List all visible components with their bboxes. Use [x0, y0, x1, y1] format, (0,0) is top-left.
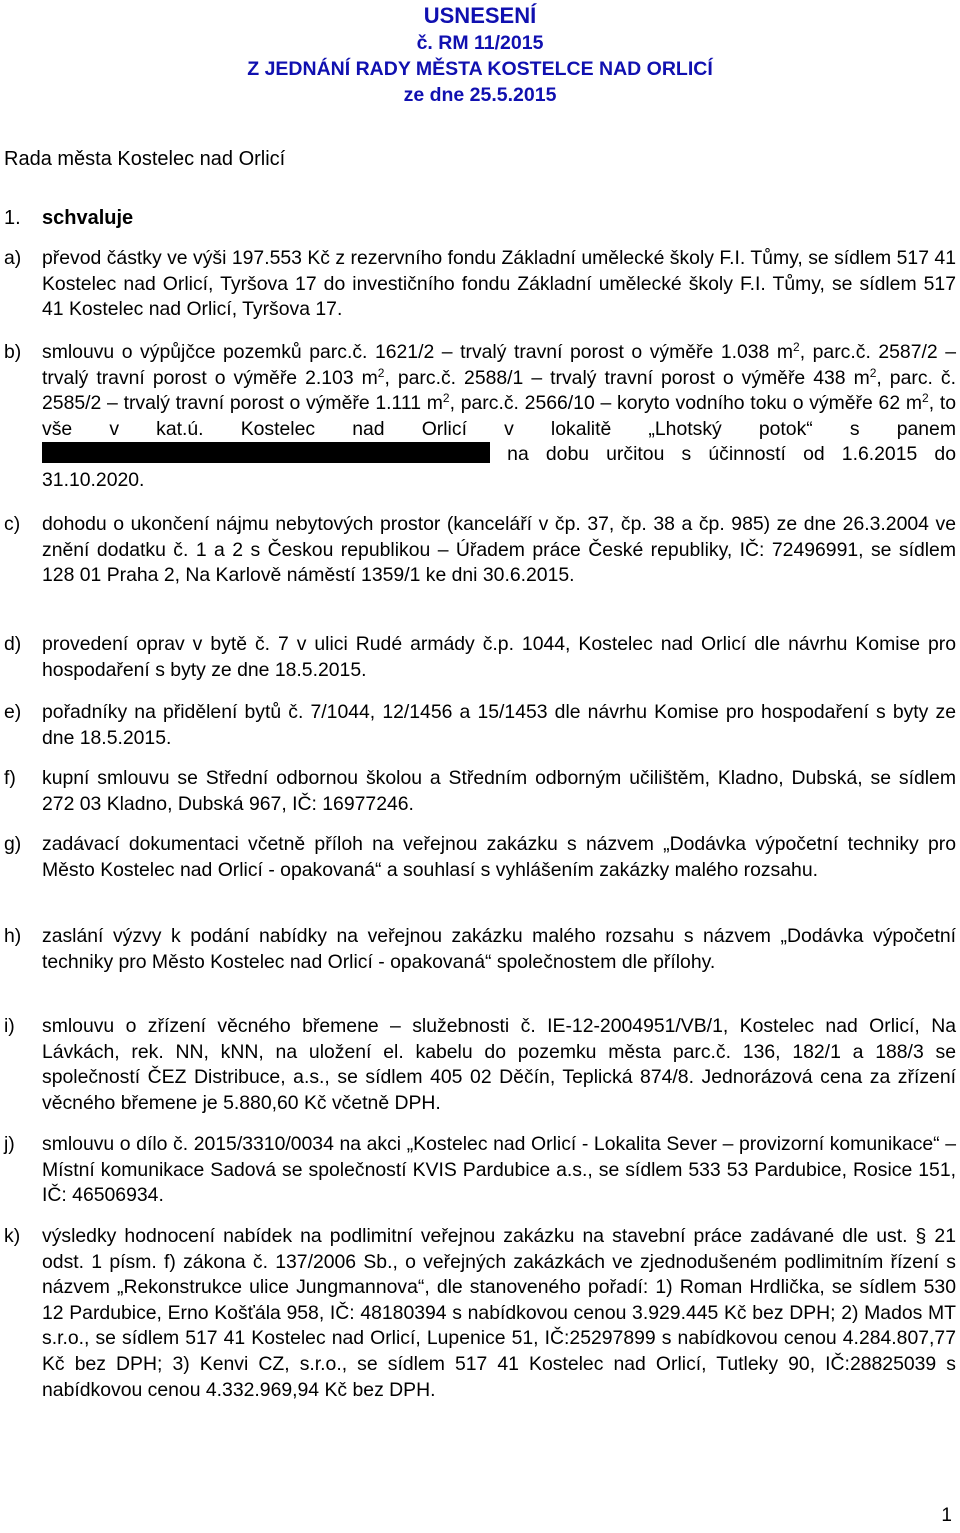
superscript: 2 — [793, 340, 800, 354]
document-header — [0, 2, 960, 108]
item-text — [42, 340, 956, 494]
item-text: kupní smlouvu se Střední odbornou školou a Středním odborným učilištěm, Kladno, Dubská, se sídlem 272 03 Kladno, Dubská 967, IČ: 16977246. — [42, 767, 956, 815]
item-text: převod částky ve výši 197.553 Kč z rezervního fondu Základní umělecké školy F.I. Tůmy, se sídlem 517 41 Kostelec nad Orlicí, Tyršova 17 do investičního fondu Základní umělecké školy F.I. Tůmy, se sídlem 517 41 Kostelec nad Orlicí, Tyršova 17. — [42, 247, 956, 321]
item-letter: c) — [4, 513, 21, 535]
item-text: výsledky hodnocení nabídek na podlimitní veřejnou zakázku na stavební práce zadávané dle ust. § 21 odst. 1 písm. f) zákona č. 137/2006 Sb., o veřejných zakázkách ve zjednodušeném podlimitním řízení s názvem „Rekonstrukce ulice Jungmannova“, dle stanoveného pořadí: 1) Roman Hrdlička, se sídlem 530 12 Pardubice, Erno Košťála 958, IČ: 48180394 s nabídkovou cenou 3.929.445 Kč bez DPH; 2) Mados MT s.r.o., se sídlem 517 41 Kostelec nad Orlicí, Lupenice 51, IČ:25297899 s nabídkovou cenou 4.284.807,77 Kč bez DPH; 3) Kenvi CZ, s.r.o., se sídlem 517 41 Kostelec nad Orlicí, Tutleky 90, IČ:28825039 s nabídkovou cenou 4.332.969,94 Kč bez DPH. — [42, 1225, 956, 1401]
item-text: pořadníky na přidělení bytů č. 7/1044, 12/1456 a 15/1453 dle návrhu Komise pro hospodaření s byty ze dne 18.5.2015. — [42, 701, 956, 749]
section-number: 1. — [4, 207, 21, 229]
resolution-number: č. RM 11/2015 — [416, 32, 544, 54]
item-letter: g) — [4, 833, 22, 855]
meeting-date: ze dne 25.5.2015 — [403, 84, 557, 106]
item-text: dohodu o ukončení nájmu nebytových prostor (kanceláří v čp. 37, čp. 38 a čp. 985) ze dne 26.3.2004 ve znění dodatku č. 1 a 2 s Českou republikou – Úřadem práce České republiky, IČ: 72496991, se sídlem 128 01 Praha 2, Na Karlově náměstí 1359/1 ke dni 30.6.2015. — [42, 513, 956, 587]
item-text-part: , parc. č. 2585/2 – trvalý travní porost o výměře 1.111 m — [42, 366, 956, 415]
item-text-part: , to vše v kat.ú. Kostelec nad Orlicí v lokalitě „Lhotský potok“ s panem — [42, 392, 956, 440]
item-text-part: smlouvu o výpůjčce pozemků parc.č. 1621/2 – trvalý travní porost o výměře 1.038 m — [42, 341, 794, 363]
item-letter: d) — [4, 633, 22, 655]
section-label: schvaluje — [42, 207, 134, 229]
item-text: smlouvu o dílo č. 2015/3310/0034 na akci „Kostelec nad Orlicí - Lokalita Sever – provizorní komunikace“ – Místní komunikace Sadová se společností KVIS Pardubice a.s., se sídlem 533 53 Pardubice, Rosice 151, IČ: 46506934. — [42, 1133, 956, 1207]
item-text-part: na dobu určitou s účinností od 1.6.2015 do 31.10.2020. — [42, 443, 956, 491]
superscript: 2 — [922, 391, 929, 406]
item-letter: h) — [4, 925, 22, 947]
document-title: USNESENÍ — [423, 3, 537, 28]
item-letter: e) — [4, 701, 22, 723]
superscript: 2 — [377, 365, 385, 380]
section-heading — [4, 206, 133, 230]
item-text: smlouvu o zřízení věcného břemene – služebnosti č. IE-12-2004951/VB/1, Kostelec nad Orlicí, Na Lávkách, rek. NN, kNN, na uložení el. kabelu do pozemku města parc.č. 136, 182/1 a 188/3 se společností ČEZ Distribuce, a.s., se sídlem 405 02 Děčín, Teplická 874/8. Jednorázová cena za zřízení věcného břemene je 5.880,60 Kč včetně DPH. — [42, 1015, 956, 1114]
superscript: 2 — [869, 365, 877, 380]
item-text-part: , parc.č. 2587/2 – trvalý travní porost o výměře 2.103 m — [42, 341, 956, 389]
redaction-bar — [42, 442, 490, 463]
item-letter: k) — [4, 1225, 21, 1247]
item-text: provedení oprav v bytě č. 7 v ulici Rudé armády č.p. 1044, Kostelec nad Orlicí dle návrhu Komise pro hospodaření s byty ze dne 18.5.2015. — [42, 633, 956, 681]
item-text-part: , parc.č. 2588/1 – trvalý travní porost o výměře 438 m — [384, 366, 870, 389]
item-letter: i) — [4, 1015, 15, 1037]
item-letter: f) — [4, 767, 16, 789]
page-number: 1 — [941, 1505, 952, 1526]
item-text: zadávací dokumentaci včetně příloh na veřejnou zakázku s názvem „Dodávka výpočetní techniky pro Město Kostelec nad Orlicí - opakovaná“ a souhlasí s vyhlášením zakázky malého rozsahu. — [42, 833, 956, 881]
item-letter: j) — [4, 1133, 15, 1155]
item-text-part: , parc.č. 2566/10 – koryto vodního toku o výměře 62 m — [449, 392, 922, 415]
council-intro: Rada města Kostelec nad Orlicí — [4, 148, 286, 170]
item-letter: b) — [4, 341, 22, 363]
item-letter: a) — [4, 247, 22, 269]
meeting-title: Z JEDNÁNÍ RADY MĚSTA KOSTELCE NAD ORLICÍ — [247, 58, 713, 80]
superscript: 2 — [442, 391, 450, 406]
item-text: zaslání výzvy k podání nabídky na veřejnou zakázku malého rozsahu s názvem „Dodávka výpočetní techniky pro Město Kostelec nad Orlicí - opakovaná“ společnostem dle přílohy. — [42, 925, 956, 973]
